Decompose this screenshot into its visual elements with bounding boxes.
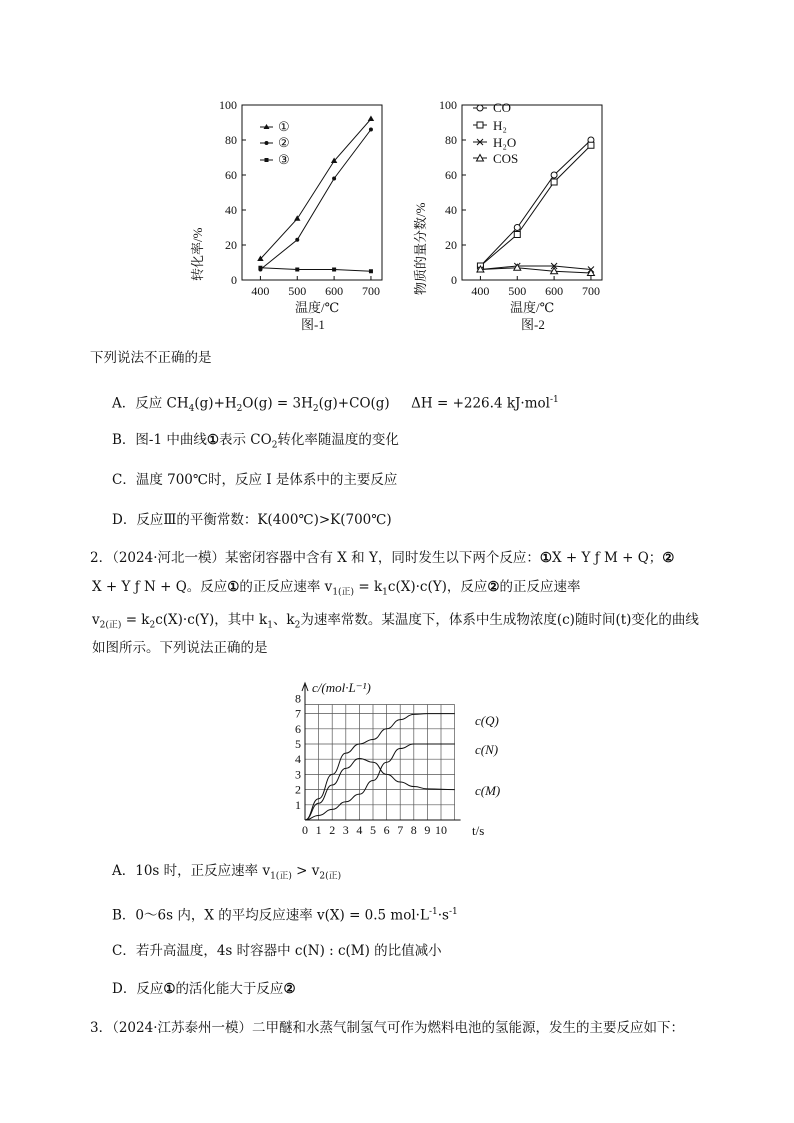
figure-1-plot-area: [219, 98, 382, 298]
concentration-curve-2: [305, 744, 455, 820]
series-line-1: [260, 119, 371, 259]
question-2-line-1: 2．（2024·河北一模）某密闭容器中含有 X 和 Y，同时发生以下两个反应：①X + Y ƒ M + Q；②: [90, 550, 675, 566]
series-line-4: [480, 268, 591, 273]
y-tick-label: 60: [445, 168, 457, 182]
figure-2-xlabel: 温度/℃: [510, 300, 555, 315]
question-stem: 下列说法不正确的是: [90, 350, 212, 366]
series-line-2: [260, 130, 371, 270]
y-tick-label: 4: [295, 752, 301, 767]
figure-2-ylabel: 物质的量分数/%: [413, 202, 428, 295]
label-cq: c(Q): [475, 713, 499, 728]
q2-option-b: B．0～6s 内，X 的平均反应速率 v(X) = 0.5 $mol\cdot L^{-1}\cdot s^{-1}$: [112, 907, 458, 924]
data-point-3: [258, 266, 262, 270]
y-tick-label: 7: [295, 706, 301, 721]
option-d: D．反应Ⅲ的平衡常数：K(400℃)>K(700℃): [112, 512, 392, 528]
figure-2-legend: [473, 100, 518, 166]
figure-2-plot-area: [439, 98, 602, 298]
legend-h2: H₂: [493, 118, 507, 133]
option-a: A．反应 $CH_4(g)+H_2O(g) = 3H_2(g)+CO(g)$ ΔH = +226.4 kJ·mol$^{-1}$: [112, 395, 559, 415]
time-xlabel: t/s: [472, 823, 485, 838]
y-tick-label: 60: [225, 168, 237, 182]
x-tick-label: 1: [315, 823, 322, 837]
data-point-3: [332, 268, 336, 272]
concentration-ylabel: c/(mol·L⁻¹): [312, 680, 371, 695]
x-tick-label: 400: [251, 284, 270, 298]
x-tick-label: 600: [545, 284, 564, 298]
y-tick-label: 40: [445, 203, 457, 217]
q2-option-c: C．若升高温度，4s 时容器中 c(N) : c(M) 的比值减小: [112, 943, 442, 959]
figure-1-caption: 图-1: [301, 317, 325, 332]
x-tick-label: 700: [361, 284, 380, 298]
figure-2-caption: 图-2: [521, 317, 545, 332]
legend-item-3: ③: [278, 152, 290, 167]
question-2-line-3: $v_{2(正)} = k_2c(X)\cdot c(Y)$，其中 $k_1$、$k_2$为速率常数。某温度下，体系中生成物浓度(c)随时间(t)变化的曲线: [92, 612, 699, 631]
y-tick-label: 5: [295, 737, 301, 751]
q2-option-a: A．10s 时，正反应速率 $v_{1(正)} > v_{2(正)}$: [112, 863, 342, 882]
x-tick-label: 0: [302, 823, 308, 837]
x-tick-label: 3: [342, 823, 349, 837]
q2-option-d: D．反应①的活化能大于反应②: [112, 981, 296, 997]
label-cm: c(M): [475, 783, 501, 798]
x-tick-label: 4: [356, 823, 363, 837]
y-tick-label: 8: [295, 691, 301, 706]
data-point-3: [295, 268, 299, 272]
figure-2-chart: [405, 95, 615, 340]
plot-frame: [242, 105, 382, 280]
x-tick-label: 500: [288, 284, 307, 298]
y-tick-label: 20: [225, 238, 237, 252]
data-point-3: [369, 269, 373, 273]
figure-1-chart: [185, 95, 395, 340]
data-point-2: [588, 142, 594, 148]
concentration-plot-area: [295, 683, 461, 837]
x-tick-label: 7: [397, 823, 404, 837]
data-point-2: [551, 179, 557, 185]
concentration-time-chart: [288, 675, 508, 840]
y-tick-label: 80: [445, 133, 457, 147]
legend-h2o: H₂O: [493, 135, 517, 150]
figure-1-xlabel: 温度/℃: [295, 300, 340, 315]
x-tick-label: 2: [329, 823, 336, 837]
question-3-line-1: 3．（2024·江苏泰州一模）二甲醚和水蒸气制氢气可作为燃料电池的氢能源，发生的主要反应如下：: [90, 1020, 684, 1036]
data-point-4: [514, 264, 521, 270]
data-point-1: [368, 116, 374, 122]
data-point-2: [369, 128, 373, 132]
legend-cos: COS: [493, 151, 519, 166]
plot-frame: [462, 105, 602, 280]
option-c: C．温度 700℃时，反应 I 是体系中的主要反应: [112, 472, 398, 488]
figure-1-ylabel: 转化率/%: [190, 227, 205, 281]
figure-1-legend: [260, 119, 290, 167]
legend-item-1: ①: [278, 119, 290, 134]
data-point-2: [295, 238, 299, 242]
x-tick-label: 8: [410, 823, 417, 837]
series-line-3: [260, 268, 371, 272]
data-point-2: [514, 232, 520, 238]
legend-item-2: ②: [278, 135, 290, 150]
y-tick-label: 2: [295, 782, 301, 797]
y-tick-label: 40: [225, 203, 237, 217]
y-tick-label: 3: [295, 767, 301, 782]
legend-co: CO: [493, 100, 512, 115]
y-tick-label: 100: [439, 98, 457, 112]
data-point-2: [332, 177, 336, 181]
x-tick-label: 10: [435, 823, 447, 837]
y-tick-label: 20: [445, 238, 457, 252]
question-2-line-4: 如图所示。下列说法正确的是: [92, 640, 268, 656]
y-tick-label: 0: [231, 273, 237, 287]
y-tick-label: 1: [295, 797, 301, 812]
x-tick-label: 5: [370, 823, 376, 837]
x-tick-label: 9: [424, 823, 431, 837]
x-tick-label: 6: [383, 823, 390, 837]
x-tick-label: 700: [581, 284, 600, 298]
x-tick-label: 400: [471, 284, 490, 298]
label-cn: c(N): [475, 742, 499, 757]
data-point-1: [551, 172, 557, 178]
option-b: B．图-1 中曲线①表示 $CO_2$转化率随温度的变化: [112, 432, 399, 451]
question-2-line-2: X + Y ƒ N + Q。反应①的正反应速率 $v_{1(正)} = k_1c(X)\cdot c(Y)$，反应②的正反应速率: [92, 579, 581, 598]
y-tick-label: 0: [451, 273, 457, 287]
y-tick-label: 100: [219, 98, 237, 112]
data-point-1: [514, 225, 520, 231]
y-tick-label: 6: [295, 721, 301, 736]
concentration-curve-1: [305, 714, 455, 820]
x-tick-label: 600: [325, 284, 344, 298]
y-tick-label: 80: [225, 133, 237, 147]
x-tick-label: 500: [508, 284, 527, 298]
